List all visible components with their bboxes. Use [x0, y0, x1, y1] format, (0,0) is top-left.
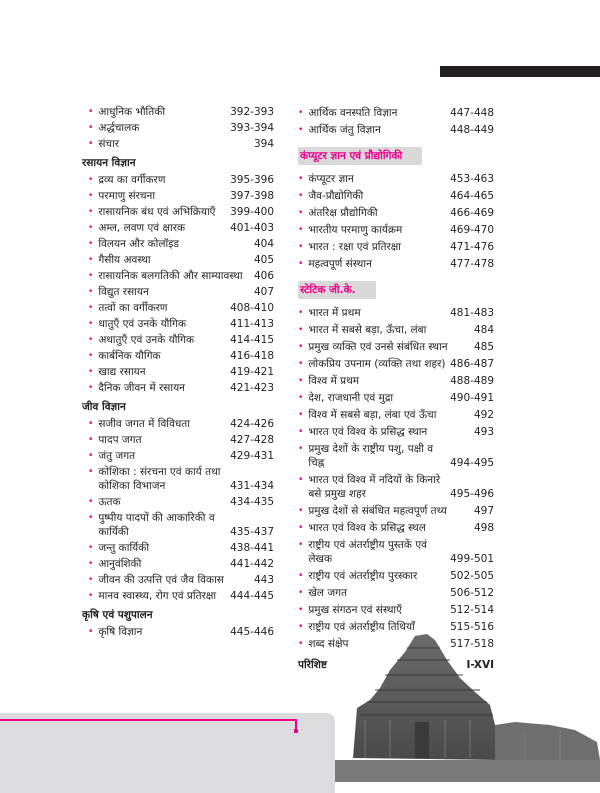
entry-title: विलयन और कोलॉइड — [98, 238, 180, 250]
toc-entry — [298, 567, 494, 584]
entry-title: भारत में प्रथम — [308, 306, 361, 319]
entry-pages: 469-470 — [450, 223, 494, 236]
entry-title: लोकप्रिय उपनाम (व्यक्ति तथा शहर) — [308, 357, 446, 370]
bullet-icon: • — [88, 559, 94, 569]
toc-entry — [298, 536, 494, 567]
entry-title: विश्व में प्रथम — [308, 374, 360, 387]
toc-left-column — [82, 104, 274, 640]
bullet-icon: • — [88, 435, 94, 445]
toc-entry — [82, 556, 274, 572]
entry-pages: 494-495 — [450, 456, 494, 469]
toc-entry — [82, 236, 274, 252]
bullet-icon: • — [298, 190, 304, 201]
entry-title: कंप्यूटर ज्ञान — [308, 172, 354, 185]
bullet-icon: • — [88, 287, 94, 297]
entry-pages: 477-478 — [450, 257, 494, 270]
entry-title: राष्ट्रीय एवं अंतर्राष्ट्रीय पुस्तकें एवं लेखक — [308, 538, 427, 565]
entry-title: भारत एवं विश्व के प्रसिद्ध स्थान — [308, 425, 428, 438]
toc-entry — [82, 268, 274, 284]
bullet-icon: • — [298, 375, 304, 386]
toc-entry — [82, 120, 274, 136]
bullet-icon: • — [298, 587, 304, 598]
entry-pages: 447-448 — [450, 106, 494, 119]
entry-pages: 394 — [253, 138, 274, 150]
toc-entry — [82, 284, 274, 300]
entry-pages: 393-394 — [230, 122, 274, 134]
entry-pages: 481-483 — [450, 306, 494, 319]
toc-entry — [82, 220, 274, 236]
entry-pages: 421-423 — [230, 382, 274, 394]
bullet-icon: • — [298, 258, 304, 269]
toc-entry — [82, 510, 274, 540]
entry-title: जन्तु कार्यिकी — [98, 542, 150, 554]
entry-title: प्रमुख देशों से संबंधित महत्वपूर्ण तथ्य — [308, 504, 447, 517]
toc-entry — [298, 372, 494, 389]
bullet-icon: • — [88, 191, 94, 201]
bullet-icon: • — [298, 505, 304, 516]
toc-entry — [82, 204, 274, 220]
entry-pages: 406 — [253, 270, 274, 282]
bullet-icon: • — [298, 324, 304, 335]
toc-entry — [298, 406, 494, 423]
bullet-icon: • — [298, 539, 304, 550]
toc-entry — [298, 121, 494, 138]
temple-image — [335, 630, 600, 782]
entry-title: संचार — [98, 138, 120, 150]
entry-title: आर्थिक वनस्पति विज्ञान — [308, 106, 398, 119]
entry-pages: 497 — [473, 504, 494, 517]
entry-pages: 429-431 — [230, 450, 274, 462]
toc-entry — [82, 348, 274, 364]
toc-entry — [298, 221, 494, 238]
toc-entry — [298, 187, 494, 204]
toc-entry — [298, 601, 494, 618]
bullet-icon: • — [88, 271, 94, 281]
entry-title: महत्वपूर्ण संस्थान — [308, 257, 372, 270]
footer-pink-line — [0, 719, 297, 721]
toc-entry — [82, 624, 274, 640]
entry-pages: 416-418 — [230, 350, 274, 362]
entry-pages: 401-403 — [230, 222, 274, 234]
entry-title: जैव-प्रौद्योगिकी — [308, 189, 364, 202]
toc-entry — [82, 136, 274, 152]
entry-pages: I-XVI — [466, 658, 494, 671]
entry-pages: 498 — [473, 521, 494, 534]
entry-pages: 444-445 — [230, 590, 274, 602]
toc-entry — [82, 416, 274, 432]
entry-title: पादप जगत — [98, 434, 142, 446]
toc-entry — [82, 494, 274, 510]
entry-pages: 407 — [253, 286, 274, 298]
entry-pages: 466-469 — [450, 206, 494, 219]
bullet-icon: • — [88, 175, 94, 185]
entry-title: खाद्य रसायन — [98, 366, 146, 378]
entry-title: प्रमुख देशों के राष्ट्रीय पशु, पक्षी व चिह्न — [308, 442, 434, 469]
footer-band — [0, 713, 335, 793]
bullet-icon: • — [88, 303, 94, 313]
toc-entry — [298, 170, 494, 187]
bullet-icon: • — [298, 358, 304, 369]
bullet-icon: • — [88, 513, 94, 523]
bullet-icon: • — [298, 173, 304, 184]
entry-title: राष्ट्रीय एवं अंतर्राष्ट्रीय पुरस्कार — [308, 569, 418, 582]
toc-entry — [82, 380, 274, 396]
entry-pages: 424-426 — [230, 418, 274, 430]
bullet-icon: • — [298, 307, 304, 318]
toc-entry — [82, 540, 274, 556]
entry-title: भारत में सबसे बड़ा, ऊँचा, लंबा — [308, 323, 427, 336]
entry-pages: 490-491 — [450, 391, 494, 404]
entry-pages: 506-512 — [450, 586, 494, 599]
entry-pages: 404 — [253, 238, 274, 250]
entry-title: देश, राजधानी एवं मुद्रा — [308, 391, 394, 404]
toc-section-heading: कृषि एवं पशुपालन — [82, 609, 153, 621]
bullet-icon: • — [298, 341, 304, 352]
bullet-icon: • — [298, 207, 304, 218]
bullet-icon: • — [88, 367, 94, 377]
toc-section-header — [298, 138, 494, 170]
bullet-icon: • — [88, 575, 94, 585]
toc-entry — [298, 584, 494, 601]
toc-entry — [82, 252, 274, 268]
bullet-icon: • — [298, 570, 304, 581]
toc-entry — [298, 389, 494, 406]
toc-entry — [298, 471, 494, 502]
entry-pages: 408-410 — [230, 302, 274, 314]
entry-pages: 438-441 — [230, 542, 274, 554]
entry-title: प्रमुख व्यक्ति एवं उनसे संबंधित स्थान — [308, 340, 448, 353]
bullet-icon: • — [298, 107, 304, 118]
bullet-icon: • — [88, 207, 94, 217]
bullet-icon: • — [88, 319, 94, 329]
entry-pages: 397-398 — [230, 190, 274, 202]
entry-title: कार्बनिक यौगिक — [98, 350, 161, 362]
toc-entry — [82, 448, 274, 464]
entry-pages: 445-446 — [230, 626, 274, 638]
entry-pages: 492 — [473, 408, 494, 421]
entry-title: तत्वों का वर्गीकरण — [98, 302, 168, 314]
entry-title: खेल जगत — [308, 586, 348, 599]
toc-entry — [82, 364, 274, 380]
entry-pages: 517-518 — [450, 637, 494, 650]
bullet-icon: • — [88, 627, 94, 637]
entry-pages: 414-415 — [230, 334, 274, 346]
toc-section-title: कंप्यूटर ज्ञान एवं प्रौद्योगिकी — [298, 147, 422, 165]
toc-entry — [82, 104, 274, 120]
bullet-icon: • — [298, 124, 304, 135]
toc-entry — [298, 355, 494, 372]
entry-pages: 484 — [473, 323, 494, 336]
bullet-icon: • — [88, 123, 94, 133]
bullet-icon: • — [88, 139, 94, 149]
bullet-icon: • — [88, 543, 94, 553]
entry-pages: 443 — [253, 574, 274, 586]
bullet-icon: • — [298, 604, 304, 615]
bullet-icon: • — [88, 467, 94, 477]
bullet-icon: • — [88, 351, 94, 361]
entry-title: सजीव जगत में विविधता — [98, 418, 191, 430]
entry-title: कृषि विज्ञान — [98, 626, 143, 638]
bullet-icon: • — [88, 383, 94, 393]
toc-entry — [82, 188, 274, 204]
toc-section-title: स्टेटिक जी.के. — [298, 281, 376, 299]
entry-pages: 431-434 — [230, 480, 274, 492]
entry-pages: 464-465 — [450, 189, 494, 202]
entry-title: ऊतक — [98, 496, 121, 508]
entry-pages: 419-421 — [230, 366, 274, 378]
entry-title: अधातुएँ एवं उनके यौगिक — [98, 334, 195, 346]
footer-pink-dot — [294, 729, 298, 733]
entry-title: भारतीय परमाणु कार्यक्रम — [308, 223, 403, 236]
toc-entry — [298, 238, 494, 255]
bullet-icon: • — [298, 443, 304, 454]
toc-entry — [298, 440, 494, 471]
entry-title: आर्थिक जंतु विज्ञान — [308, 123, 381, 136]
entry-pages: 499-501 — [450, 552, 494, 565]
entry-pages: 434-435 — [230, 496, 274, 508]
bullet-icon: • — [88, 239, 94, 249]
entry-title: परिशिष्ट — [298, 658, 327, 671]
entry-title: प्रमुख संगठन एवं संस्थाएँ — [308, 603, 402, 616]
entry-pages: 405 — [253, 254, 274, 266]
entry-pages: 502-505 — [450, 569, 494, 582]
entry-title: आनुवंशिकी — [98, 558, 142, 570]
entry-title: दैनिक जीवन में रसायन — [98, 382, 185, 394]
bullet-icon: • — [298, 409, 304, 420]
entry-pages: 485 — [473, 340, 494, 353]
entry-pages: 512-514 — [450, 603, 494, 616]
toc-entry — [82, 300, 274, 316]
bullet-icon: • — [298, 621, 304, 632]
entry-pages: 488-489 — [450, 374, 494, 387]
entry-title: गैसीय अवस्था — [98, 254, 151, 266]
entry-title: पुष्पीय पादपों की आकारिकी व कार्यिकी — [98, 512, 215, 538]
toc-entry — [298, 519, 494, 536]
entry-pages: 486-487 — [450, 357, 494, 370]
entry-title: मानव स्वास्थ्य, रोग एवं प्रतिरक्षा — [98, 590, 217, 602]
bullet-icon: • — [298, 638, 304, 649]
entry-title: द्रव्य का वर्गीकरण — [98, 174, 166, 186]
entry-title: कोशिका : संरचना एवं कार्य तथा कोशिका विभाजन — [98, 466, 221, 492]
bullet-icon: • — [88, 223, 94, 233]
bullet-icon: • — [88, 497, 94, 507]
entry-title: अंतरिक्ष प्रौद्योगिकी — [308, 206, 378, 219]
entry-pages: 441-442 — [230, 558, 274, 570]
entry-title: अर्द्धचालक — [98, 122, 140, 134]
toc-entry — [298, 338, 494, 355]
bullet-icon: • — [298, 426, 304, 437]
entry-pages: 471-476 — [450, 240, 494, 253]
toc-entry — [82, 316, 274, 332]
bullet-icon: • — [298, 241, 304, 252]
entry-title: रासायनिक बलगतिकी और साम्यावस्था — [98, 270, 243, 282]
entry-pages: 395-396 — [230, 174, 274, 186]
entry-title: रासायनिक बंध एवं अभिक्रियाएँ — [98, 206, 216, 218]
toc-entry — [82, 572, 274, 588]
toc-entry — [82, 464, 274, 494]
bullet-icon: • — [88, 107, 94, 117]
toc-entry — [82, 588, 274, 604]
entry-title: आधुनिक भौतिकी — [98, 106, 166, 118]
entry-title: अम्ल, लवण एवं क्षारक — [98, 222, 186, 234]
toc-entry — [298, 321, 494, 338]
toc-entry — [298, 304, 494, 321]
entry-title: विद्युत रसायन — [98, 286, 149, 298]
top-black-bar — [440, 66, 600, 77]
entry-pages: 411-413 — [230, 318, 274, 330]
toc-entry — [82, 172, 274, 188]
toc-entry — [298, 104, 494, 121]
entry-pages: 495-496 — [450, 487, 494, 500]
entry-title: धातुएँ एवं उनके यौगिक — [98, 318, 187, 330]
bullet-icon: • — [88, 451, 94, 461]
bullet-icon: • — [88, 419, 94, 429]
entry-title: राष्ट्रीय एवं अंतर्राष्ट्रीय तिथियाँ — [308, 620, 415, 633]
entry-pages: 435-437 — [230, 526, 274, 538]
entry-pages: 399-400 — [230, 206, 274, 218]
bullet-icon: • — [298, 392, 304, 403]
entry-pages: 448-449 — [450, 123, 494, 136]
toc-right-column — [298, 104, 494, 675]
bullet-icon: • — [298, 224, 304, 235]
toc-entry — [298, 204, 494, 221]
entry-title: शब्द संक्षेप — [308, 637, 349, 650]
toc-entry — [298, 423, 494, 440]
bullet-icon: • — [88, 255, 94, 265]
bullet-icon: • — [88, 335, 94, 345]
entry-pages: 392-393 — [230, 106, 274, 118]
toc-entry — [298, 255, 494, 272]
entry-pages: 453-463 — [450, 172, 494, 185]
toc-entry — [82, 432, 274, 448]
toc-entry — [298, 502, 494, 519]
entry-title: विश्व में सबसे बड़ा, लंबा एवं ऊँचा — [308, 408, 437, 421]
bullet-icon: • — [298, 474, 304, 485]
entry-title: भारत : रक्षा एवं प्रतिरक्षा — [308, 240, 401, 253]
entry-title: जंतु जगत — [98, 450, 136, 462]
bullet-icon: • — [298, 522, 304, 533]
entry-pages: 427-428 — [230, 434, 274, 446]
entry-pages: 515-516 — [450, 620, 494, 633]
entry-title: जीवन की उत्पत्ति एवं जैव विकास — [98, 574, 224, 586]
entry-title: भारत एवं विश्व में नदियों के किनारे बसे प्रमुख शहर — [308, 473, 441, 500]
toc-section-heading: जीव विज्ञान — [82, 401, 126, 413]
bullet-icon: • — [88, 591, 94, 601]
toc-section-header — [298, 272, 494, 304]
toc-section-heading: रसायन विज्ञान — [82, 157, 136, 169]
entry-title: परमाणु संरचना — [98, 190, 156, 202]
entry-pages: 493 — [473, 425, 494, 438]
toc-entry — [82, 332, 274, 348]
entry-title: भारत एवं विश्व के प्रसिद्ध स्थल — [308, 521, 426, 534]
